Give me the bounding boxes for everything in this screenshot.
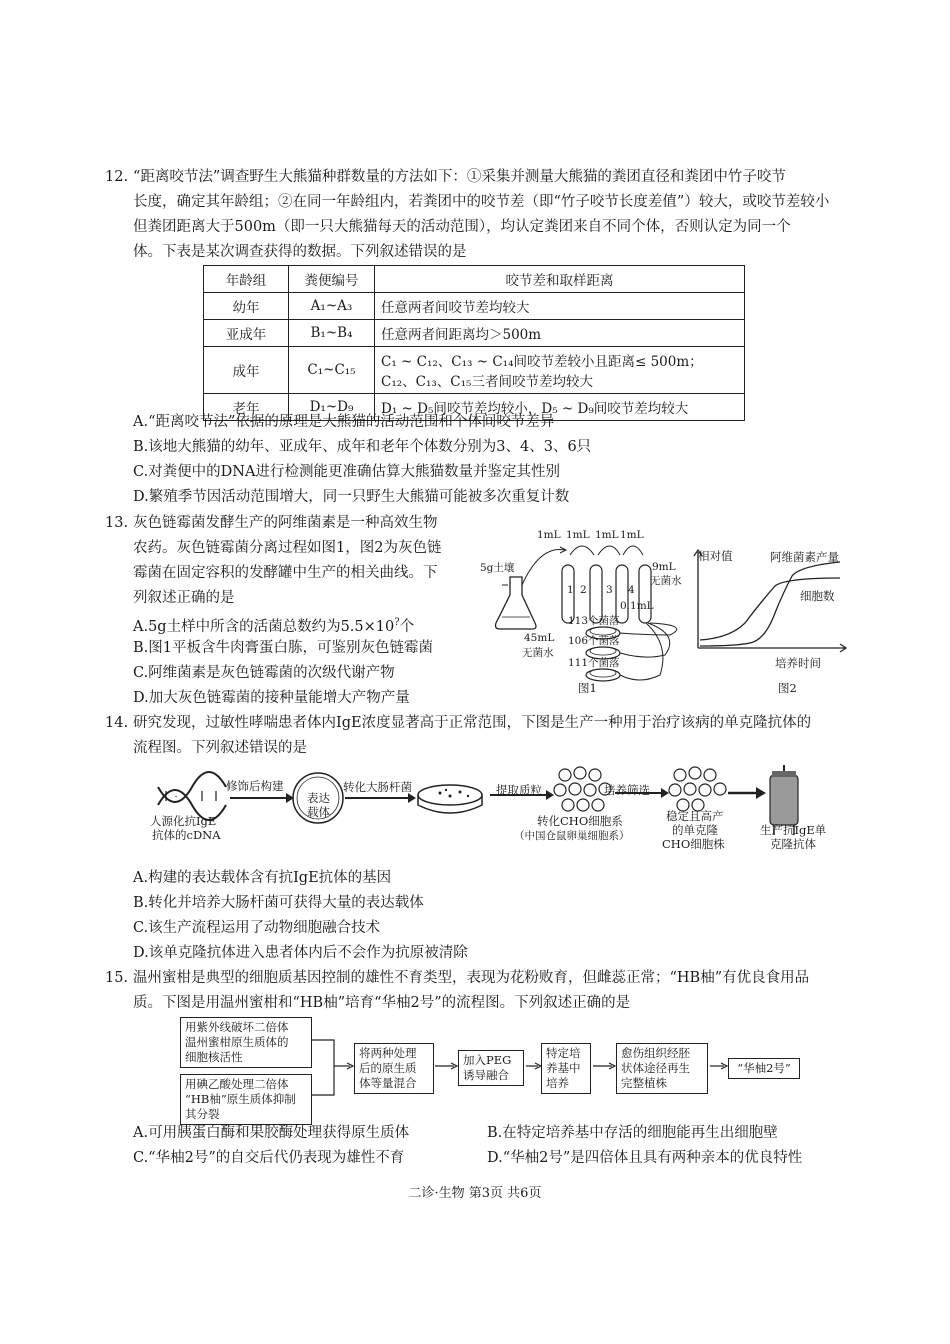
q15-option-b: B.在特定培养基中存活的细胞能再生出细胞壁 <box>487 1125 778 1141</box>
q13-stem-line-3: 霉菌在固定容积的发酵罐中生产的相关曲线。下 <box>133 565 438 581</box>
q13-option-b: B.图1平板含牛肉膏蛋白胨，可鉴别灰色链霉菌 <box>133 640 433 656</box>
table-header-cell: 粪便编号 <box>289 266 375 293</box>
fig1-water9-sub: 无菌水 <box>650 575 682 587</box>
table-row <box>204 293 745 320</box>
q14-product-label-1: 生产抗IgE单 <box>760 823 827 837</box>
q12-option-d: D.繁殖季节因活动范围增大，同一只野生大熊猫可能被多次重复计数 <box>133 489 570 505</box>
fig1-tube-label-4: 1mL <box>620 529 644 541</box>
q12-data-table <box>203 265 745 421</box>
fig1-tube-label-3: 1mL <box>595 529 619 541</box>
table-cell-desc <box>375 347 745 394</box>
box-text-line: 愈伤组织经胚 <box>621 1046 690 1060</box>
box-text-line: 诱导融合 <box>463 1068 509 1082</box>
q13-stem-line-2: 农药。灰色链霉菌分离过程如图1，图2为灰色链 <box>133 540 442 556</box>
q12-stem-line-1: “距离咬节法”调查野生大熊猫种群数量的方法如下：①采集并测量大熊猫的粪团直径和粪团中竹子咬节 <box>133 169 786 185</box>
box-text-line: 用碘乙酸处理二倍体 <box>185 1077 289 1091</box>
table-cell-code: B₁~B₄ <box>289 320 375 347</box>
table-cell-age: 亚成年 <box>204 320 289 347</box>
page-footer: 二诊·生物 第3页 共6页 <box>408 1186 542 1201</box>
table-cell-code: D₁~D₉ <box>289 394 375 421</box>
q15-option-a: A.可用胰蛋白酶和果胶酶处理获得原生质体 <box>133 1125 410 1141</box>
box-text-line: 将两种处理 <box>359 1046 417 1060</box>
box-text-line: 培养 <box>546 1076 569 1090</box>
fig1-sample-label: 0.1mL <box>620 600 654 612</box>
q14-step4-label: 培养筛选 <box>604 783 650 797</box>
fig2-caption: 图2 <box>778 681 797 695</box>
box-text-line: 后的原生质 <box>359 1061 417 1075</box>
box-text-line: 加入PEG <box>463 1053 512 1067</box>
box-text-line: 用紫外线破坏二倍体 <box>185 1020 289 1034</box>
q14-stable-label-3: CHO细胞株 <box>662 837 725 851</box>
table-cell-age: 老年 <box>204 394 289 421</box>
box-text-line: 特定培 <box>546 1046 581 1060</box>
q12-option-a: A.“距离咬节法”依据的原理是大熊猫的活动范围和个体间咬节差异 <box>133 414 555 430</box>
box-text-line: 状体途径再生 <box>621 1061 690 1075</box>
q14-number: 14. <box>105 715 129 731</box>
table-cell-code: A₁~A₃ <box>289 293 375 320</box>
q13-option-a-exponent: ? <box>394 617 400 628</box>
fig1-water9-label: 9mL <box>652 561 676 573</box>
q15-flow-box-2 <box>180 1074 312 1125</box>
table-header-row <box>204 266 745 293</box>
q14-step3-label: 提取质粒 <box>496 783 542 797</box>
ecoli-petri-dish-icon <box>418 785 482 813</box>
box-text-line: 温州蜜柑原生质体的 <box>185 1035 289 1049</box>
q14-option-a: A.构建的表达载体含有抗IgE抗体的基因 <box>133 870 392 886</box>
table-row <box>204 320 745 347</box>
table-cell-desc: 任意两者间距离均＞500m <box>375 320 745 347</box>
q14-stem-line-1: 研究发现，过敏性哮喘患者体内IgE浓度显著高于正常范围，下图是生产一种用于治疗该病的单克隆抗体的 <box>133 715 812 731</box>
fig1-tube-label-1: 1mL <box>537 529 561 541</box>
q14-stable-label-1: 稳定且高产 <box>666 809 724 823</box>
q13-option-a <box>133 613 414 637</box>
q14-stem-line-2: 流程图。下列叙述错误的是 <box>133 740 307 756</box>
table-cell-desc-line-2: C₁₂、C₁₃、C₁₅三者间咬节差均较大 <box>381 374 593 390</box>
cho-cells-icon <box>554 767 611 811</box>
q15-flow-arrows <box>312 1030 732 1110</box>
q15-flow-box-1 <box>180 1017 312 1068</box>
q14-vector-label-2: 载体 <box>307 805 330 819</box>
fig1-tube-num-2: 2 <box>580 584 587 596</box>
q15-flow-box-7: “华柚2号” <box>728 1058 800 1079</box>
box-text-line: 养基中 <box>546 1061 581 1075</box>
fig1-tube-num-3: 3 <box>606 584 613 596</box>
q15-option-d: D.“华柚2号”是四倍体且具有两种亲本的优良特性 <box>487 1150 803 1166</box>
q14-step2-label: 转化大肠杆菌 <box>343 780 412 794</box>
q14-option-c: C.该生产流程运用了动物细胞融合技术 <box>133 920 381 936</box>
q15-stem-line-2: 质。下图是用温州蜜柑和“HB柚”培育“华柚2号”的流程图。下列叙述正确的是 <box>133 995 631 1011</box>
table-row <box>204 347 745 394</box>
box-text-line: 完整植株 <box>621 1076 667 1090</box>
q14-product-label-2: 克隆抗体 <box>770 837 816 851</box>
q15-number: 15. <box>105 970 129 986</box>
q12-stem-line-3: 但粪团距离大于500m（即一只大熊猫每天的活动范围），均认定粪团来自不同个体，否则认定为同一个 <box>133 219 791 235</box>
table-cell-age: 幼年 <box>204 293 289 320</box>
q12-stem-line-2: 长度，确定其年龄组；②在同一年龄组内，若粪团中的咬节差（即“竹子咬节长度差值”）较大，或咬节差较小 <box>133 194 830 210</box>
q14-option-d: D.该单克隆抗体进入患者体内后不会作为抗原被清除 <box>133 945 468 961</box>
flask-shape <box>496 577 537 629</box>
fig1-tube-label-2: 1mL <box>566 529 590 541</box>
q15-option-c: C.“华柚2号”的自交后代仍表现为雄性不育 <box>133 1150 405 1166</box>
fig1-caption: 图1 <box>578 681 597 695</box>
fig2-xlabel: 培养时间 <box>775 656 821 670</box>
table-header-cell: 咬节差和取样距离 <box>375 266 745 293</box>
q14-option-b: B.转化并培养大肠杆菌可获得大量的表达载体 <box>133 895 424 911</box>
box-text-line: 细胞核活性 <box>185 1050 243 1064</box>
q14-vector-label-1: 表达 <box>307 791 330 805</box>
fig2-legend-cells: 细胞数 <box>800 589 835 603</box>
q12-option-c: C.对粪便中的DNA进行检测能更准确估算大熊猫数量并鉴定其性别 <box>133 464 560 480</box>
fig2-product-curve <box>700 562 840 646</box>
box-text-line: “HB柚”原生质体抑制 <box>185 1092 296 1106</box>
q12-stem-line-4: 体。下表是某次调查获得的数据。下列叙述错误的是 <box>133 244 467 260</box>
table-cell-desc-line-1: C₁ ~ C₁₂、C₁₃ ~ C₁₄间咬节差较小且距离≤ 500m； <box>381 354 703 370</box>
q13-number: 13. <box>105 515 129 531</box>
table-header-cell: 年龄组 <box>204 266 289 293</box>
fig2-ylabel: 相对值 <box>698 549 733 563</box>
q14-step1-label: 修饰后构建 <box>226 779 284 793</box>
q13-stem-line-4: 列叙述正确的是 <box>133 590 235 606</box>
q13-option-c: C.阿维菌素是灰色链霉菌的次级代谢产物 <box>133 665 395 681</box>
fig1-water45-label: 45mL <box>524 632 555 644</box>
q14-cho-label-2: （中国仓鼠卵巢细胞系） <box>514 830 630 842</box>
q13-option-d: D.加大灰色链霉菌的接种量能增大产物产量 <box>133 690 410 706</box>
table-cell-desc: D₁ ~ D₅间咬节差均较小，D₅ ~ D₉间咬节差均较大 <box>375 394 745 421</box>
fig1-tube-num-1: 1 <box>567 584 574 596</box>
q14-cho-label-1: 转化CHO细胞系 <box>537 814 623 828</box>
fig1-colony-count-1: 113个菌落 <box>568 615 620 627</box>
q13-stem-line-1: 灰色链霉菌发酵生产的阿维菌素是一种高效生物 <box>133 515 438 531</box>
box-text-line: 其分裂 <box>185 1107 220 1121</box>
table-cell-code: C₁~C₁₅ <box>289 347 375 394</box>
table-cell-age: 成年 <box>204 347 289 394</box>
table-cell-desc: 任意两者间咬节差均较大 <box>375 293 745 320</box>
fig2-legend-product: 阿维菌素产量 <box>770 550 839 564</box>
q14-cdna-label-2: 抗体的cDNA <box>152 828 221 842</box>
fig1-colony-count-3: 111个菌落 <box>568 657 620 669</box>
fig1-water45-sub: 无菌水 <box>522 647 554 659</box>
q12-number: 12. <box>105 169 129 185</box>
box-text-line: 体等量混合 <box>359 1076 417 1090</box>
fig1-colony-count-2: 106个菌落 <box>568 635 620 647</box>
q14-stable-label-2: 的单克隆 <box>672 823 718 837</box>
q13-option-a-text: A.5g土样中所含的活菌总数约为5.5×10 <box>133 618 395 635</box>
stable-cell-line-icon <box>669 767 726 811</box>
fig1-tube-num-4: 4 <box>628 584 635 596</box>
q12-option-b: B.该地大熊猫的幼年、亚成年、成年和老年个体数分别为3、4、3、6只 <box>133 439 592 455</box>
q13-option-a-tail: 个 <box>399 618 415 635</box>
q15-stem-line-1: 温州蜜柑是典型的细胞质基因控制的雄性不育类型，表现为花粉败育，但雌蕊正常；“HB柚”有优良食用品 <box>133 970 810 986</box>
q14-cdna-label-1: 人源化抗IgE <box>150 814 217 828</box>
fig1-soil-label: 5g土壤 <box>480 562 515 574</box>
